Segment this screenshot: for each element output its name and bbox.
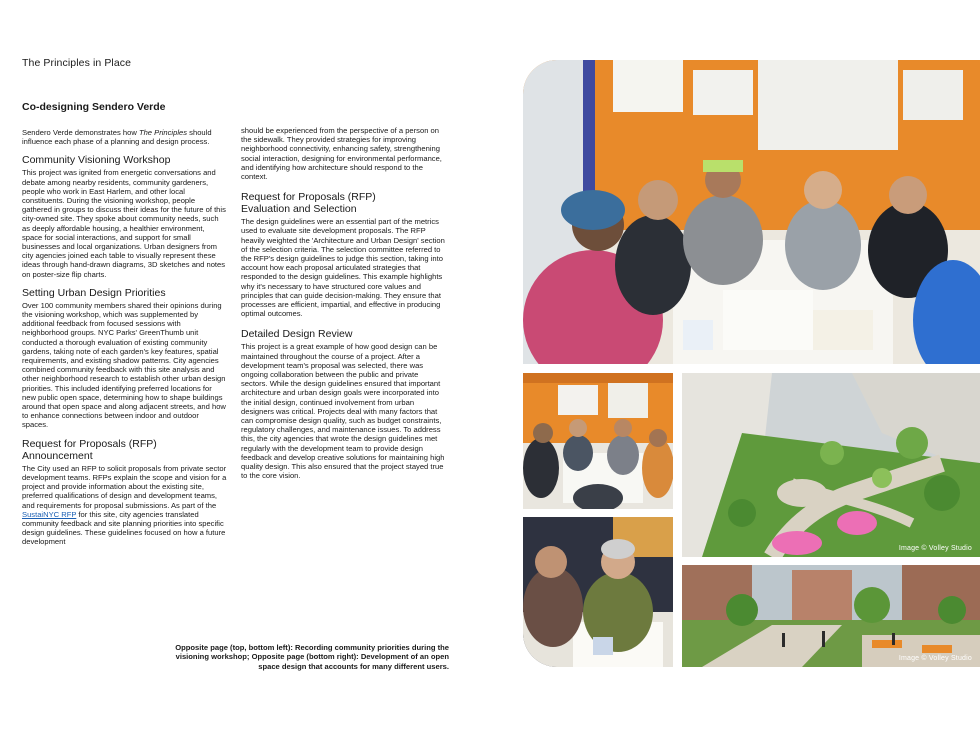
body-urban-design-priorities: Over 100 community members shared their opinions during the visioning workshop, which was supplemented by additional feedback from focused sessions with neighborhood groups. NYC Parks' GreenThumb unit conducted a thorough evaluation of existing community gardens, taking note of each garden's key features, spatial requirements, and existing shadow patterns. City agencies combined community feedback with this site analysis and other neighborhood research to establish other urban design priorities. This included identifying preferred locations for new public open space, determining how to shape buildings around that open space and along adjacent streets, and how to enhance connections between indoor and outdoor spaces.: [22, 300, 226, 430]
photo-caption: Opposite page (top, bottom left): Recording community priorities during the visioning workshop; Opposite page (bottom right): Development of an open space design that accounts for many different users.: [175, 643, 449, 671]
page-title: Co-designing Sendero Verde: [22, 101, 166, 113]
body-rfp-announcement-continued: should be experienced from the perspective of a person on the sidewalk. They provided strategies for improving neighborhood connectivity, enhancing safety, strengthening social interaction, designing for environmental performance, and identifying how architecture should respond to the context.: [241, 126, 442, 182]
body-rfp-announcement-part2-lead: for this site, city agencies translated community feedback and site planning priorities into specific design guidelines. These guidelines focused on how a future development: [22, 509, 226, 547]
workshop-photo-main-illustration: [523, 60, 980, 364]
workshop-photo-small-2: [523, 517, 673, 667]
text-column-left: [22, 101, 227, 547]
heading-community-visioning: Community Visioning Workshop: [22, 154, 171, 167]
heading-rfp-evaluation: [241, 191, 446, 215]
intro-emphasis: The Principles: [138, 128, 188, 137]
running-head: The Principles in Place: [22, 57, 132, 69]
heading-detailed-design-review: Detailed Design Review: [241, 328, 353, 341]
body-rfp-announcement: [22, 464, 227, 547]
workshop-photo-small-1: [523, 373, 673, 509]
courtyard-render-aerial-illustration: [682, 373, 980, 557]
intro-paragraph: [22, 128, 227, 146]
workshop-photo-main: [523, 60, 980, 364]
heading-rfp-announcement-line2: Announcement: [22, 449, 93, 462]
body-detailed-design-review: This project is a great example of how good design can be maintained throughout the course of a project. After a development team's proposal was selected, there was ongoing collaboration between the public and private sectors. While the design guidelines ensured that important architecture and urban design goals were incorporated into the initial design, continued involvement from urban designers was critical. Projects deal with many factors that can compromise design quality, such as budget constraints, regulatory challenges, and maintenance issues. To address this, the city agencies that wrote the design guidelines met regularly with the development team to provide design feedback and develop creative solutions for maintaining high quality design. This also ensured that the project stayed true to the core vision.: [241, 342, 445, 481]
intro-lead: Sendero Verde demonstrates how: [22, 128, 139, 137]
workshop-photo-small-1-illustration: [523, 373, 673, 509]
body-community-visioning: This project was ignited from energetic conversations and debate among nearby residents, community gardeners, people who work in East Harlem, and other local constituents. During the visioning workshop, people gathered in groups to discuss their ideas for the future of this city-owned site. They spoke about community needs, such as deeply affordable housing, a healthier environment, space for social interactions, and support for small businesses and local organizations. Urban designers from city agencies joined each table to visually represent these ideas through hand-drawn diagrams, 3D sketches and notes on poster-size flip charts.: [22, 168, 226, 279]
image-credit-render-1: Image © Volley Studio: [898, 545, 972, 552]
heading-urban-design-priorities: Setting Urban Design Priorities: [22, 286, 166, 299]
body-rfp-evaluation: The design guidelines were an essential part of the metrics used to evaluate site development proposals. The RFP heavily weighted the 'Architecture and Urban Design' section of the selection criteria. The selection committee referred to the RFP's design guidelines to judge this section, taking into account how each proposal articulated strategies that responded to the design guidelines. This example highlights why it's necessary to have structured core values and principles that can guide decision-making. They ensure that processes are efficient, impartial, and effective in producing optimal outcomes.: [241, 217, 445, 319]
heading-rfp-evaluation-line1: Request for Proposals (RFP): [241, 191, 376, 204]
courtyard-render-street: [682, 565, 980, 667]
courtyard-render-street-illustration: [682, 565, 980, 667]
heading-rfp-announcement-line1: Request for Proposals (RFP): [22, 437, 157, 450]
sustainyc-rfp-link[interactable]: SustaiNYC RFP: [22, 509, 77, 519]
intro-rest: should influence each phase of a planning and design process.: [22, 128, 212, 147]
body-rfp-announcement-part1: The City used an RFP to solicit proposals from private sector development teams. RFPs explain the scope and vision for a project and provide information about the existing site, preferred qualifications of design and development teams, and requirements for proposal submissions. As part of the: [22, 463, 227, 510]
workshop-photo-small-2-illustration: [523, 517, 673, 667]
image-credit-render-2: Image © Volley Studio: [898, 655, 972, 662]
heading-rfp-evaluation-line2: Evaluation and Selection: [241, 203, 357, 216]
text-column-middle: [241, 126, 446, 481]
courtyard-render-aerial: [682, 373, 980, 557]
heading-rfp-announcement: [22, 438, 227, 462]
